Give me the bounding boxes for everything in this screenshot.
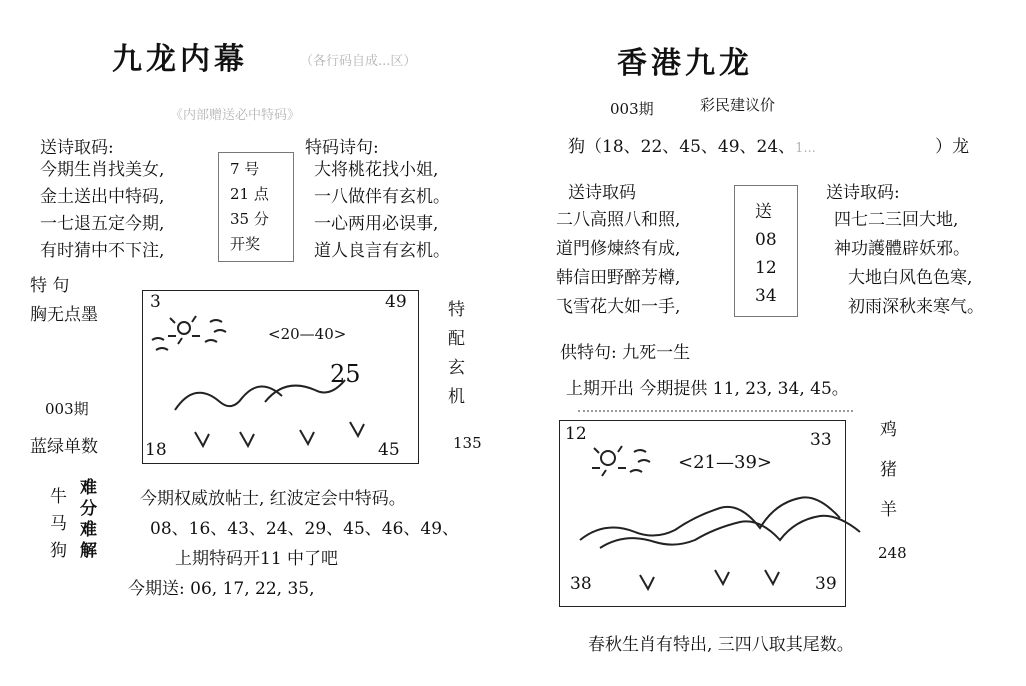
poem-line: 一七退五定今期,: [40, 214, 165, 234]
side-zodiac: 猪: [880, 460, 897, 480]
poem-line: 四七二三回大地,: [834, 210, 959, 230]
sketch-bl: 38: [570, 574, 592, 594]
left-poem-right-title: 特码诗句:: [305, 138, 379, 158]
left-send: 今期送: 06, 17, 22, 35,: [128, 579, 315, 599]
side-char: 配: [448, 329, 465, 349]
sketch-tl: 12: [565, 424, 587, 444]
draw-time-line: 7 号: [230, 160, 260, 178]
poem-line: 道人良言有玄机。: [314, 241, 450, 261]
poem-line: 大将桃花找小姐,: [314, 160, 439, 180]
poem-line: 韩信田野醉芳樽,: [556, 268, 681, 288]
dog-line-faint: 1...: [795, 141, 816, 156]
send-box-item: 34: [755, 286, 777, 306]
right-poem-left-title: 送诗取码: [568, 183, 636, 203]
poem-line: 大地白风色色寒,: [848, 268, 973, 288]
left-poem-left-title: 送诗取码:: [40, 138, 114, 158]
right-side-number: 248: [878, 544, 907, 562]
hard-char: 解: [80, 541, 97, 561]
sketch-tl: 3: [150, 292, 161, 312]
poem-line: 一心两用必误事,: [314, 214, 439, 234]
right-poem-right-title: 送诗取码:: [826, 183, 900, 203]
send-box-item: 08: [755, 230, 777, 250]
right-last-line: 上期开出 今期提供 11, 23, 34, 45。: [566, 379, 849, 399]
special-phrase: 胸无点墨: [30, 305, 98, 325]
draw-time-line: 21 点: [230, 185, 269, 203]
sketch-br: 39: [815, 574, 837, 594]
zodiac: 牛: [50, 487, 67, 507]
draw-time-line: 开奖: [230, 235, 261, 253]
right-suggest: 彩民建议价: [700, 96, 776, 114]
side-zodiac: 鸡: [880, 420, 897, 440]
poem-line: 飞雪花大如一手,: [556, 297, 681, 317]
zodiac: 狗: [50, 541, 67, 561]
left-numbers: 08、16、43、24、29、45、46、49、: [150, 519, 460, 539]
dog-line-start: 狗（18、22、45、49、24、: [568, 137, 796, 157]
right-title: 香港九龙: [617, 46, 753, 81]
left-title: 九龙内幕: [112, 42, 248, 77]
left-line1: 今期权威放帖士, 红波定会中特码。: [140, 489, 406, 509]
poem-line: 金土送出中特码,: [40, 187, 165, 207]
send-box-item: 12: [755, 258, 777, 278]
left-note: 《内部赠送必中特码》: [170, 108, 301, 123]
right-side-zodiac: [880, 410, 897, 530]
dog-line-end: ）龙: [935, 137, 970, 157]
sketch-br: 45: [378, 440, 400, 460]
left-last-result: 上期特码开11 中了吧: [175, 549, 339, 569]
send-box-item: 送: [755, 202, 772, 222]
left-subtitle: （各行码自成...区）: [300, 54, 417, 69]
sketch-bl: 18: [145, 440, 167, 460]
poem-line: 二八高照八和照,: [556, 210, 681, 230]
hard-char: 难: [80, 478, 97, 498]
hard-char: 分: [80, 499, 97, 519]
poem-line: 今期生肖找美女,: [40, 160, 165, 180]
draw-time-line: 35 分: [230, 210, 269, 228]
right-issue: 003期: [610, 100, 654, 118]
sketch-range: <20—40>: [268, 325, 347, 343]
sketch-tr: 33: [810, 430, 832, 450]
zodiac: 马: [50, 514, 67, 534]
poem-line: 初雨深秋来寒气。: [848, 297, 984, 317]
poem-line: 道門修煉終有成,: [556, 239, 681, 259]
poem-line: 有时猜中不下注,: [40, 241, 165, 261]
poem-line: 神功護體辟妖邪。: [834, 239, 970, 259]
side-char: 玄: [448, 358, 465, 378]
left-issue: 003期: [45, 400, 89, 418]
poem-line: 一八做伴有玄机。: [314, 187, 450, 207]
side-char: 机: [448, 387, 465, 407]
side-zodiac: 羊: [880, 500, 897, 520]
hard-char: 难: [80, 520, 97, 540]
sketch-mid: 25: [330, 360, 361, 388]
sketch-tr: 49: [385, 292, 407, 312]
right-special: 供特句: 九死一生: [560, 343, 691, 363]
special-label: 特 句: [30, 276, 70, 296]
side-number: 135: [453, 434, 482, 452]
sketch-range: <21—39>: [678, 452, 772, 473]
color-hint: 蓝绿单数: [30, 437, 98, 457]
right-footer: 春秋生肖有特出, 三四八取其尾数。: [588, 635, 854, 655]
side-char: 特: [448, 300, 465, 320]
